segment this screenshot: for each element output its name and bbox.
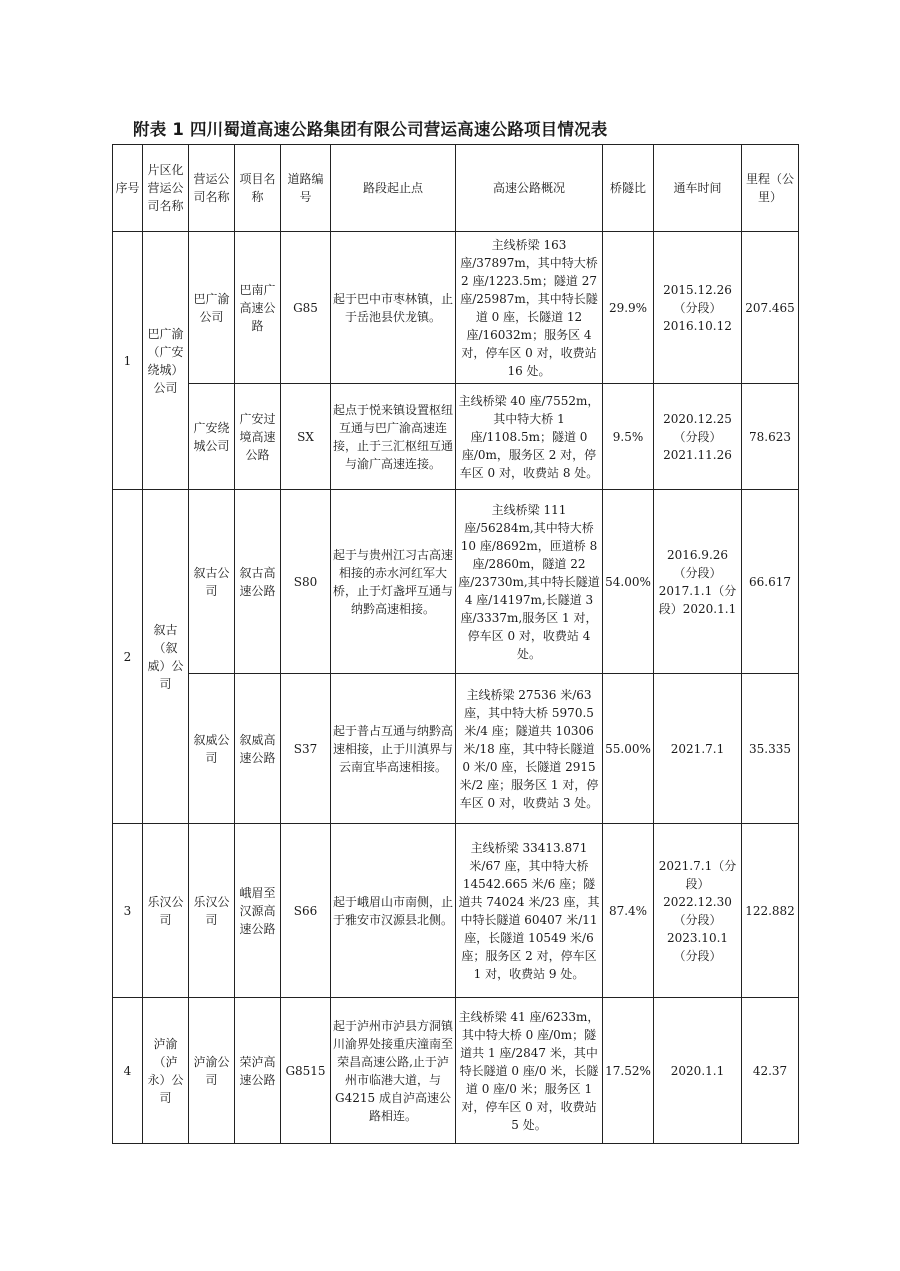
project-cell: 广安过境高速公路 [235,384,281,490]
overview-cell: 主线桥梁 41 座/6233m，其中特大桥 0 座/0m；隧道共 1 座/2847 米，其中特长隧道 0 座/0 米，长隧道 0 座/0 米；服务区 1 对，停车区 0 对，收费站 5 处。 [456,998,603,1144]
table-row [113,998,799,1144]
overview-cell: 主线桥梁 40 座/7552m，其中特大桥 1 座/1108.5m；隧道 0 座/0m，服务区 2 对，停车区 0 对，收费站 8 处。 [456,384,603,490]
seq-cell: 4 [113,998,143,1144]
project-cell: 叙古高速公路 [235,490,281,674]
mileage-cell: 78.623 [742,384,799,490]
header-open-time: 通车时间 [654,145,742,232]
page-title: 附表 1 四川蜀道高速公路集团有限公司营运高速公路项目情况表 [133,120,608,139]
bridge-ratio-cell: 9.5% [603,384,654,490]
bridge-ratio-cell: 17.52% [603,998,654,1144]
project-cell: 叙威高速公路 [235,674,281,824]
project-table [112,144,799,1144]
header-road-no: 道路编号 [281,145,331,232]
region-cell: 巴广渝（广安绕城）公司 [143,232,189,490]
mileage-cell: 66.617 [742,490,799,674]
project-cell: 巴南广高速公路 [235,232,281,384]
road-no-cell: S66 [281,824,331,998]
table-row [113,824,799,998]
header-overview: 高速公路概况 [456,145,603,232]
mileage-cell: 35.335 [742,674,799,824]
overview-cell: 主线桥梁 33413.871 米/67 座，其中特大桥 14542.665 米/6 座；隧道共 74024 米/23 座，其中特长隧道 60407 米/11 座，长隧道 10549 米/6 座；服务区 2 对，停车区 1 对，收费站 9 处。 [456,824,603,998]
overview-cell: 主线桥梁 163 座/37897m，其中特大桥 2 座/1223.5m；隧道 27 座/25987m，其中特长隧道 0 座，长隧道 12 座/16032m；服务区 4 对，停车区 0 对，收费站 16 处。 [456,232,603,384]
open-time-cell: 2020.1.1 [654,998,742,1144]
header-region: 片区化营运公司名称 [143,145,189,232]
table-header-row [113,145,799,232]
company-cell: 叙威公司 [189,674,235,824]
mileage-cell: 42.37 [742,998,799,1144]
overview-cell: 主线桥梁 27536 米/63 座，其中特大桥 5970.5 米/4 座；隧道共 10306 米/18 座，其中特长隧道 0 米/0 座，长隧道 2915 米/2 座；服务区 1 对，停车区 0 对，收费站 3 处。 [456,674,603,824]
table-row [113,674,799,824]
company-cell: 巴广渝公司 [189,232,235,384]
header-project: 项目名称 [235,145,281,232]
overview-cell: 主线桥梁 111 座/56284m,其中特大桥 10 座/8692m，匝道桥 8 座/2860m，隧道 22 座/23730m,其中特长隧道 4 座/14197m,长隧道 3 座/3337m,服务区 1 对，停车区 0 对，收费站 4 处。 [456,490,603,674]
open-time-cell: 2020.12.25（分段）2021.11.26 [654,384,742,490]
open-time-cell: 2015.12.26（分段）2016.10.12 [654,232,742,384]
bridge-ratio-cell: 29.9% [603,232,654,384]
bridge-ratio-cell: 55.00% [603,674,654,824]
header-mileage: 里程（公里） [742,145,799,232]
open-time-cell: 2021.7.1 [654,674,742,824]
table-row [113,490,799,674]
bridge-ratio-cell: 87.4% [603,824,654,998]
project-cell: 峨眉至汉源高速公路 [235,824,281,998]
table-row [113,232,799,384]
header-bridge-ratio: 桥隧比 [603,145,654,232]
seq-cell: 3 [113,824,143,998]
section-cell: 起于与贵州江习古高速相接的赤水河红军大桥，止于灯盏坪互通与纳黔高速相接。 [331,490,456,674]
section-cell: 起于普占互通与纳黔高速相接，止于川滇界与云南宜毕高速相接。 [331,674,456,824]
region-cell: 叙古（叙威）公司 [143,490,189,824]
company-cell: 叙古公司 [189,490,235,674]
table-row [113,384,799,490]
road-no-cell: S37 [281,674,331,824]
seq-cell: 1 [113,232,143,490]
road-no-cell: SX [281,384,331,490]
header-section: 路段起止点 [331,145,456,232]
company-cell: 泸渝公司 [189,998,235,1144]
section-cell: 起于峨眉山市南侧，止于雅安市汉源县北侧。 [331,824,456,998]
section-cell: 起于泸州市泸县方洞镇川渝界处接重庆潼南至荣昌高速公路,止于泸州市临港大道，与 G4215 成自泸高速公路相连。 [331,998,456,1144]
header-company: 营运公司名称 [189,145,235,232]
header-seq: 序号 [113,145,143,232]
section-cell: 起点于悦来镇设置枢纽互通与巴广渝高速连接，止于三汇枢纽互通与渝广高速连接。 [331,384,456,490]
open-time-cell: 2016.9.26（分段）2017.1.1（分段）2020.1.1 [654,490,742,674]
section-cell: 起于巴中市枣林镇，止于岳池县伏龙镇。 [331,232,456,384]
region-cell: 泸渝（泸永）公司 [143,998,189,1144]
seq-cell: 2 [113,490,143,824]
road-no-cell: G85 [281,232,331,384]
region-cell: 乐汉公司 [143,824,189,998]
project-cell: 荣泸高速公路 [235,998,281,1144]
mileage-cell: 207.465 [742,232,799,384]
open-time-cell: 2021.7.1（分段）2022.12.30（分段）2023.10.1（分段） [654,824,742,998]
road-no-cell: S80 [281,490,331,674]
road-no-cell: G8515 [281,998,331,1144]
bridge-ratio-cell: 54.00% [603,490,654,674]
company-cell: 乐汉公司 [189,824,235,998]
mileage-cell: 122.882 [742,824,799,998]
company-cell: 广安绕城公司 [189,384,235,490]
